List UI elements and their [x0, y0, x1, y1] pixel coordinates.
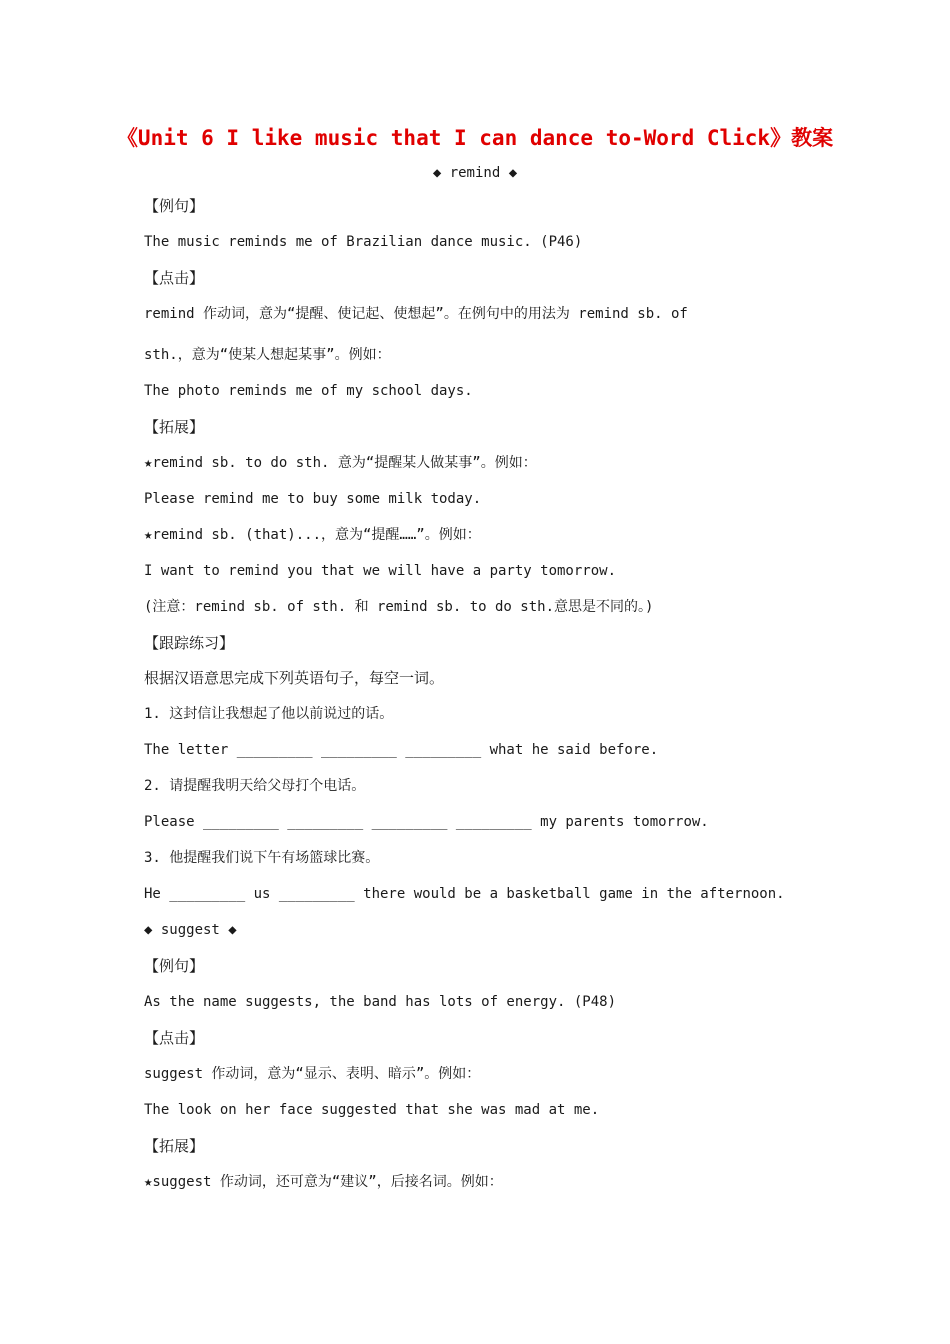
question-3-chinese: 3. 他提醒我们说下午有场篮球比赛。 [144, 850, 380, 866]
extend-item-suggest: ★suggest 作动词，还可意为“建议”，后接名词。例如： [144, 1174, 503, 1190]
click-example-2: The look on her face suggested that she was mad at me. [144, 1102, 600, 1118]
extend-item-2-example: I want to remind you that we will have a party tomorrow. [144, 563, 617, 579]
question-2-chinese: 2. 请提醒我明天给父母打个电话。 [144, 778, 366, 794]
usage-note: (注意：remind sb. of sth. 和 remind sb. to do sth.意思是不同的。) [144, 599, 654, 615]
section-heading-suggest: ◆ suggest ◆ [144, 922, 237, 938]
practice-label: 【跟踪练习】 [144, 634, 235, 652]
example-label-2: 【例句】 [144, 957, 205, 975]
example-sentence: The music reminds me of Brazilian dance music. (P46) [144, 234, 583, 250]
example-label: 【例句】 [144, 197, 205, 215]
extend-item-1: ★remind sb. to do sth. 意为“提醒某人做某事”。例如： [144, 455, 537, 471]
example-sentence-2: As the name suggests, the band has lots of energy. (P48) [144, 994, 617, 1010]
click-text-line-1: remind 作动词，意为“提醒、使记起、使想起”。在例句中的用法为 remind sb. of [144, 306, 688, 322]
extend-label-2: 【拓展】 [144, 1137, 205, 1155]
question-1-chinese: 1. 这封信让我想起了他以前说过的话。 [144, 706, 394, 722]
click-label: 【点击】 [144, 269, 205, 287]
question-2-english: Please _________ _________ _________ _________ my parents tomorrow. [144, 814, 709, 830]
extend-item-2: ★remind sb. (that)...，意为“提醒……”。例如： [144, 527, 481, 543]
question-1-english: The letter _________ _________ _________ what he said before. [144, 742, 659, 758]
extend-item-1-example: Please remind me to buy some milk today. [144, 491, 482, 507]
extend-label: 【拓展】 [144, 418, 205, 436]
section-heading-remind: ◆ remind ◆ [432, 165, 518, 181]
click-label-2: 【点击】 [144, 1029, 205, 1047]
click-example: The photo reminds me of my school days. [144, 383, 473, 399]
question-3-english: He _________ us _________ there would be a basketball game in the afternoon. [144, 886, 785, 902]
practice-instruction: 根据汉语意思完成下列英语句子，每空一词。 [144, 669, 445, 687]
click-text-2: suggest 作动词，意为“显示、表明、暗示”。例如： [144, 1066, 481, 1082]
click-text-line-2: sth.，意为“使某人想起某事”。例如： [144, 347, 391, 363]
page-title: 《Unit 6 I like music that I can dance to-Word Click》教案 [116, 126, 834, 150]
